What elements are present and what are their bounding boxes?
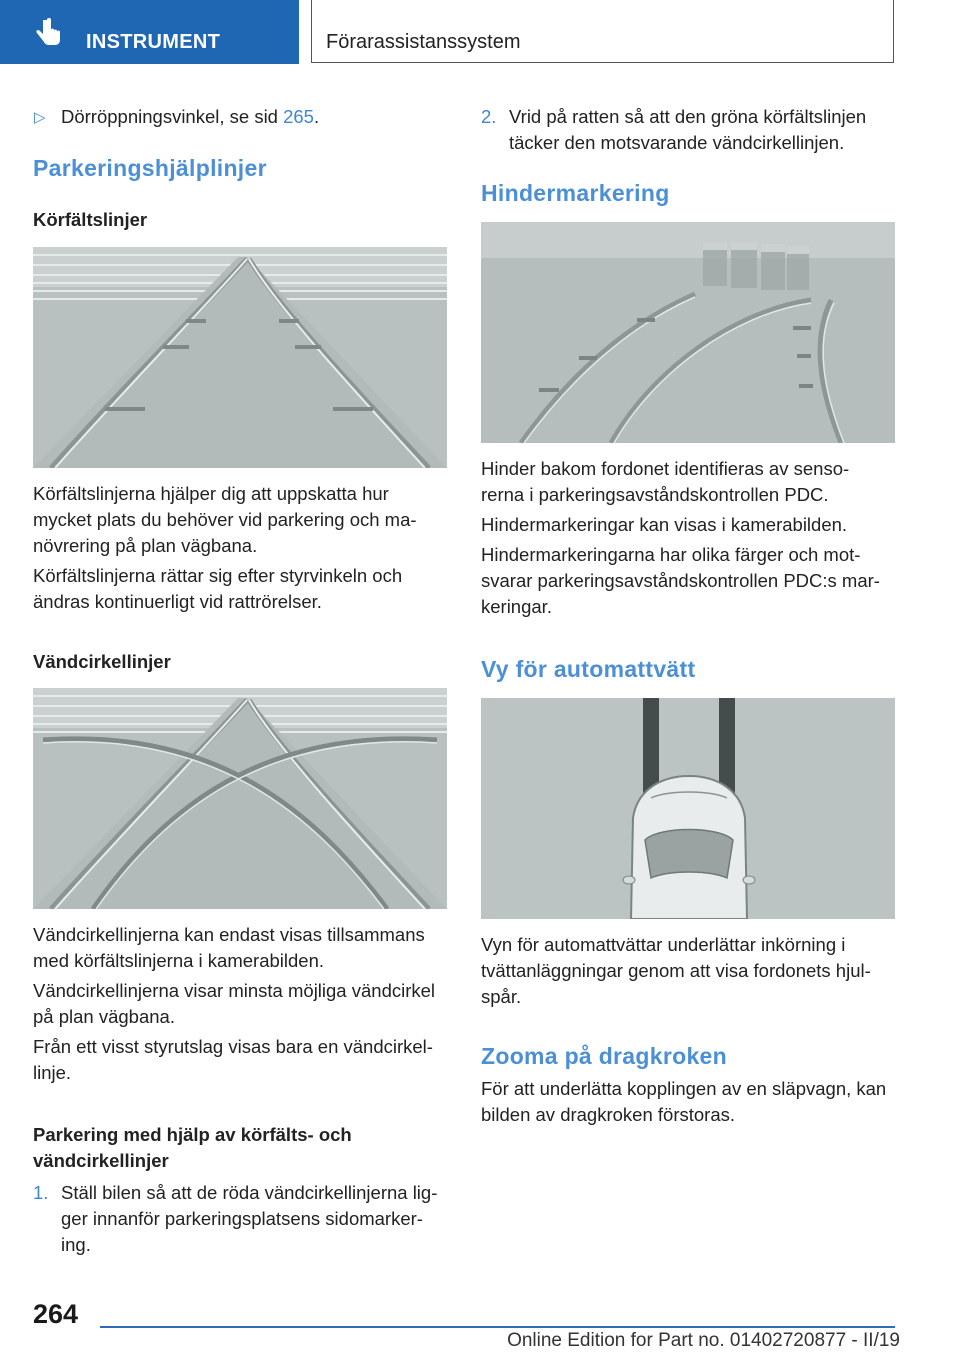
- heading-zooma-pa-dragkroken: Zooma på dragkroken: [481, 1043, 727, 1069]
- step-number-1: 1.: [33, 1182, 49, 1203]
- footer-edition: Online Edition for Part no. 01402720877 - II/19: [507, 1330, 900, 1351]
- para-hinder-1-line2: rerna i parkeringsavståndskontrollen PDC.: [481, 484, 829, 505]
- subheading-korfaltslinjer: Körfältslinjer: [33, 209, 148, 230]
- heading-hindermarkering: Hindermarkering: [481, 180, 670, 206]
- step-2-line1: Vrid på ratten så att den gröna körfältslinjen: [509, 106, 867, 127]
- bullet-text: Dörröppningsvinkel, se sid: [61, 106, 284, 127]
- step-2-line2: täcker den motsvarande vändcirkellinjen.: [509, 132, 845, 153]
- step-1-line2: ger innanför parkeringsplatsens sidomarker‐: [61, 1208, 423, 1229]
- bullet-item: [61, 104, 319, 130]
- section-title: Förarassistanssystem: [326, 31, 521, 53]
- heading-vy-for-automattvatt: Vy för automattvätt: [481, 656, 696, 682]
- para-hinder-1-line1: Hinder bakom fordonet identifieras av senso‐: [481, 458, 850, 479]
- para-vandcirkel-1-line2: med körfältslinjerna i kamerabilden.: [33, 950, 324, 971]
- para-korfalt-1-line2: mycket plats du behöver vid parkering och ma‐: [33, 509, 417, 530]
- step-number-2: 2.: [481, 106, 497, 127]
- figure-lane-lines: [33, 247, 447, 468]
- subheading-parkering-line1: Parkering med hjälp av körfälts- och: [33, 1124, 352, 1145]
- footer-divider: [100, 1326, 895, 1328]
- para-hinder-3-line3: keringar.: [481, 596, 552, 617]
- heading-parkeringshjalplinjer: Parkeringshjälplinjer: [33, 155, 267, 181]
- para-korfalt-2-line1: Körfältslinjerna rättar sig efter styrvinkeln och: [33, 565, 403, 586]
- para-vandcirkel-3-line1: Från ett visst styrutslag visas bara en vändcirkel‐: [33, 1036, 433, 1057]
- para-vandcirkel-1-line1: Vändcirkellinjerna kan endast visas tillsammans: [33, 924, 425, 945]
- para-automattvatt-line2: tvättanläggningar genom att visa fordonets hjul‐: [481, 960, 871, 981]
- bullet-end: .: [313, 106, 320, 127]
- para-vandcirkel-2-line2: på plan vägbana.: [33, 1006, 175, 1027]
- para-dragkrok-line1: För att underlätta kopplingen av en släpvagn, kan: [481, 1078, 887, 1099]
- para-dragkrok-line2: bilden av dragkroken förstoras.: [481, 1104, 735, 1125]
- para-automattvatt-line1: Vyn för automattvättar underlättar inkörning i: [481, 934, 846, 955]
- para-hinder-3-line2: svarar parkeringsavståndskontrollen PDC:s mar‐: [481, 570, 880, 591]
- para-automattvatt-line3: spår.: [481, 986, 522, 1007]
- page-number: 264: [33, 1299, 79, 1329]
- car-top-view-icon: [623, 776, 755, 919]
- figure-obstacle-marking: [481, 222, 895, 443]
- subheading-vandcirkellinjer: Vändcirkellinjer: [33, 651, 171, 672]
- figure-turning-circle-lines: [33, 688, 447, 909]
- step-1-line1: Ställ bilen så att de röda vändcirkellinjerna lig‐: [61, 1182, 438, 1203]
- chapter-tab-label: INSTRUMENT: [86, 31, 221, 53]
- figure-car-wash-view: [481, 698, 895, 919]
- para-hinder-2: Hindermarkeringar kan visas i kamerabilden.: [481, 514, 848, 535]
- para-korfalt-2-line2: ändras kontinuerligt vid rattrörelser.: [33, 591, 322, 612]
- triangle-bullet-icon: ▷: [34, 109, 46, 126]
- step-1-line3: ing.: [61, 1234, 91, 1255]
- para-hinder-3-line1: Hindermarkeringarna har olika färger och mot‐: [481, 544, 861, 565]
- para-korfalt-1-line1: Körfältslinjerna hjälper dig att uppskatta hur: [33, 483, 389, 504]
- subheading-parkering-line2: vändcirkellinjer: [33, 1150, 169, 1171]
- hand-pointer-icon: [34, 18, 64, 50]
- section-header: [311, 0, 894, 63]
- page-link-265[interactable]: 265: [283, 106, 314, 127]
- para-vandcirkel-3-line2: linje.: [33, 1062, 72, 1083]
- chapter-tab[interactable]: [0, 0, 299, 64]
- para-vandcirkel-2-line1: Vändcirkellinjerna visar minsta möjliga vändcirkel: [33, 980, 436, 1001]
- para-korfalt-1-line3: növrering på plan vägbana.: [33, 535, 258, 556]
